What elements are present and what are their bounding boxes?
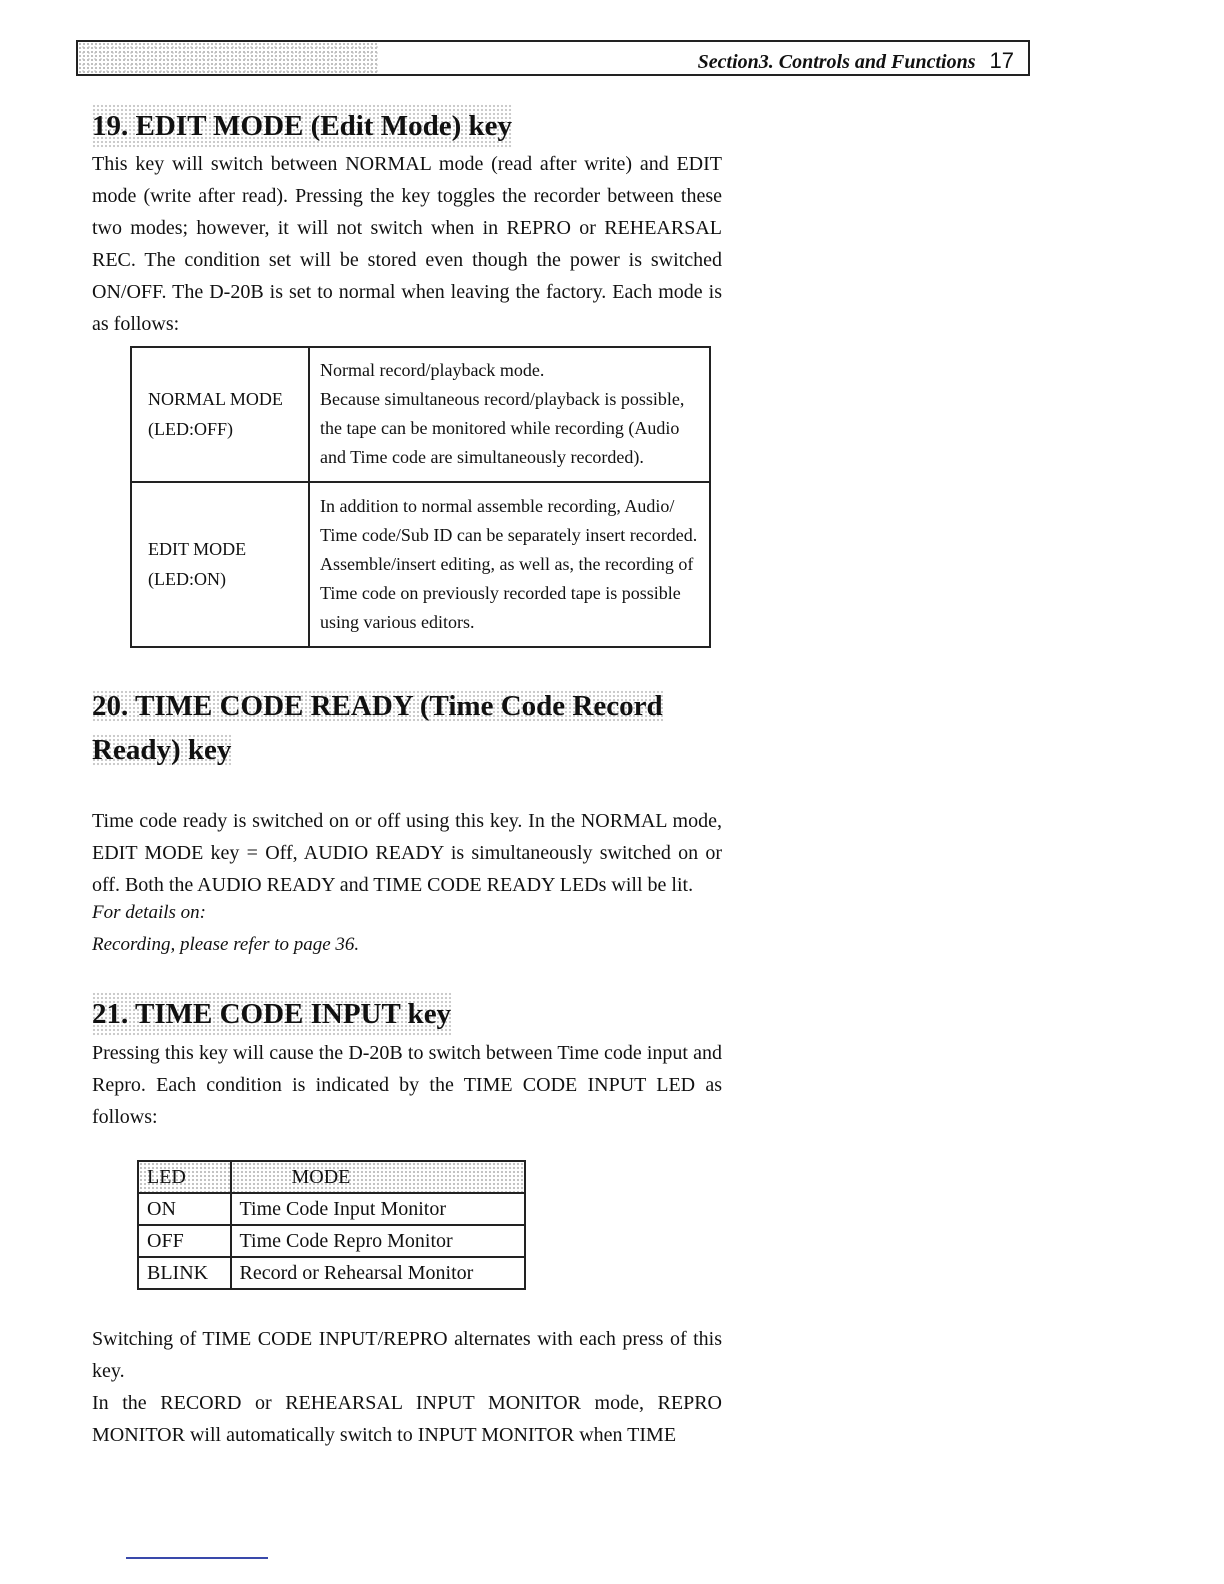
- section-21-paragraph: Pressing this key will cause the D-20B to switch between Time code input and Repro. Each condition is indicated by the TIME CODE INPUT LED as follows:: [92, 1042, 722, 1128]
- page-header: [76, 40, 1030, 76]
- mode-label-cell: [131, 347, 309, 482]
- section-19-heading: 19. EDIT MODE (Edit Mode) key: [92, 104, 512, 148]
- led-state: ON: [138, 1193, 231, 1225]
- section-20-paragraph: Time code ready is switched on or off using this key. In the NORMAL mode, EDIT MODE key = Off, AUDIO READY is simultaneously switched on or off. Both the AUDIO READY and TIME CODE READY LEDs will be lit.: [92, 810, 722, 896]
- footnote-divider: [126, 1557, 268, 1559]
- monitor-mode: Record or Rehearsal Monitor: [231, 1257, 526, 1289]
- mode-led: (LED:ON): [148, 569, 226, 590]
- column-header-mode: MODE: [231, 1161, 526, 1193]
- led-state: BLINK: [138, 1257, 231, 1289]
- mode-description-line: Assemble/insert editing, as well as, the recording of: [320, 553, 694, 574]
- column-header-led: LED: [138, 1161, 231, 1193]
- section-21-heading: 21. TIME CODE INPUT key: [92, 992, 451, 1036]
- monitor-mode: Time Code Input Monitor: [231, 1193, 526, 1225]
- mode-led: (LED:OFF): [148, 419, 233, 440]
- mode-description-line: In addition to normal assemble recording, Audio/: [320, 495, 675, 516]
- table-row: [138, 1257, 525, 1289]
- mode-description-line: and Time code are simultaneously recorded).: [320, 447, 644, 468]
- table-header-row: [138, 1161, 525, 1193]
- mode-description-line: Time code on previously recorded tape is possible: [320, 582, 681, 603]
- monitor-mode: Time Code Repro Monitor: [231, 1225, 526, 1257]
- details-reference: Recording, please refer to page 36.: [92, 934, 360, 955]
- section-21-paragraph-3: In the RECORD or REHEARSAL INPUT MONITOR mode, REPRO MONITOR will automatically switch to INPUT MONITOR when TIME: [92, 1392, 722, 1446]
- section-21-paragraph-2: Switching of TIME CODE INPUT/REPRO alternates with each press of this key.: [92, 1328, 722, 1382]
- led-state: OFF: [138, 1225, 231, 1257]
- details-label: For details on:: [92, 902, 206, 923]
- header-text: [698, 48, 1014, 74]
- mode-description-cell: [309, 482, 710, 647]
- table-row: [138, 1193, 525, 1225]
- mode-label: NORMAL MODE: [148, 389, 283, 410]
- mode-description-line: Normal record/playback mode.: [320, 360, 545, 381]
- mode-description-line: Time code/Sub ID can be separately insert recorded.: [320, 524, 698, 545]
- section-20-heading-line1: 20. TIME CODE READY (Time Code Record: [92, 690, 663, 722]
- section-20-heading-line2: Ready) key: [92, 734, 232, 766]
- header-section-title: Section3. Controls and Functions: [697, 51, 976, 73]
- mode-description-line: Because simultaneous record/playback is possible,: [320, 389, 685, 410]
- table-row: [138, 1225, 525, 1257]
- mode-label: EDIT MODE: [148, 539, 247, 560]
- mode-description-cell: [309, 347, 710, 482]
- table-row: [131, 482, 710, 647]
- page-number: 17: [989, 48, 1014, 73]
- edit-mode-table: [130, 346, 711, 648]
- section-20-heading: [92, 684, 663, 772]
- mode-label-cell: [131, 482, 309, 647]
- table-row: [131, 347, 710, 482]
- led-mode-table: [137, 1160, 526, 1290]
- section-19-paragraph: This key will switch between NORMAL mode (read after write) and EDIT mode (write after read). Pressing the key toggles the recorder between these two modes; however, it will not switch when in REPRO or REHEARSAL REC. The condition set will be stored even though the power is switched ON/OFF. The D-20B is set to normal when leaving the factory. Each mode is as follows:: [92, 153, 722, 335]
- mode-description-line: the tape can be monitored while recording (Audio: [320, 418, 680, 439]
- mode-description-line: using various editors.: [320, 611, 475, 632]
